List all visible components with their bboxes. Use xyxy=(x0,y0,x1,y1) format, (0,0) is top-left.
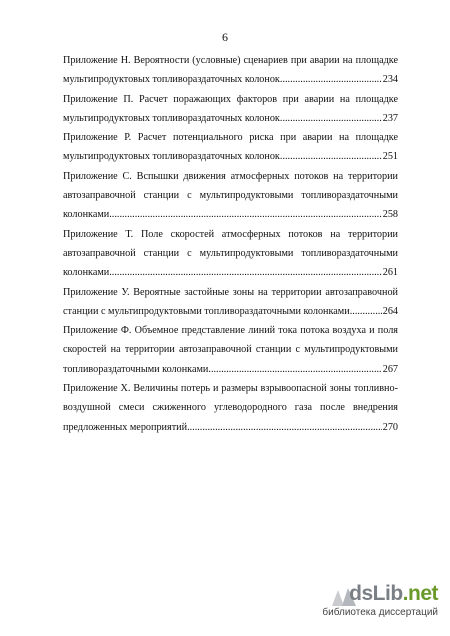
dot-leader xyxy=(280,109,382,128)
toc-entry-line: станции с мультипродуктовыми топливораздаточными колонками xyxy=(63,305,350,317)
toc-entry-line: скоростей на территории автозаправочной станции с мультипродуктовыми xyxy=(63,344,398,356)
toc-entry-line: Приложение У. Вероятные застойные зоны на территории автозаправочной xyxy=(63,286,398,298)
toc-page-number: 261 xyxy=(382,267,398,279)
toc-page-number: 251 xyxy=(382,151,398,163)
toc-entry-line: мультипродуктовых топливораздаточных колонок xyxy=(63,74,280,86)
dot-leader xyxy=(280,147,382,166)
dslib-subtitle: библиотека диссертаций xyxy=(322,607,438,618)
toc-entry-line: топливораздаточными колонками xyxy=(63,363,209,375)
toc-page-number: 234 xyxy=(382,74,398,86)
toc-page-number: 267 xyxy=(382,363,398,375)
toc-page-number: 270 xyxy=(382,421,398,433)
toc-entry-line: колонками xyxy=(63,209,110,221)
logo-tld-text: .net xyxy=(402,582,438,605)
dot-leader xyxy=(350,302,382,321)
toc-entry-line: предложенных мероприятий xyxy=(63,421,188,433)
toc-entry-line: Приложение С. Вспышки движения атмосферных потоков на территории xyxy=(63,170,398,182)
toc-entry xyxy=(63,321,398,379)
logo-main-text: dsLib xyxy=(349,582,403,605)
toc-entry-line: автозаправочной станции с мультипродуктовыми топливораздаточными xyxy=(63,190,398,202)
toc-entry xyxy=(63,90,398,129)
dot-leader xyxy=(280,70,382,89)
toc-entry-line: Приложение П. Расчет поражающих факторов при аварии на площадке xyxy=(63,93,398,105)
toc-entry-line: колонками xyxy=(63,267,110,279)
toc-entry-line: автозаправочной станции с мультипродуктовыми топливораздаточными xyxy=(63,247,398,259)
toc-entry xyxy=(63,283,398,322)
toc-page-number: 258 xyxy=(382,209,398,221)
toc-entry xyxy=(63,51,398,90)
toc-entry-line: мультипродуктовых топливораздаточных колонок xyxy=(63,112,280,124)
toc-entry xyxy=(63,379,398,437)
dslib-watermark xyxy=(322,582,438,622)
toc-entry-line: Приложение Т. Поле скоростей атмосферных потоков на территории xyxy=(63,228,398,240)
dslib-logo-text xyxy=(349,582,438,606)
table-of-contents xyxy=(63,51,398,437)
toc-page-number: 237 xyxy=(382,112,398,124)
dot-leader xyxy=(187,418,382,437)
toc-entry-line: воздушной смеси сжиженного углеводородного газа после внедрения xyxy=(63,402,398,414)
toc-entry-line: Приложение Ф. Объемное представление линий тока потока воздуха и поля xyxy=(63,325,398,337)
toc-entry xyxy=(63,128,398,167)
dot-leader xyxy=(208,360,381,379)
toc-entry-line: Приложение Р. Расчет потенциального риска при аварии на площадке xyxy=(63,132,398,144)
dot-leader xyxy=(109,263,381,282)
toc-entry-line: Приложение Н. Вероятности (условные) сценариев при аварии на площадке xyxy=(63,55,398,66)
toc-entry-line: мультипродуктовых топливораздаточных колонок xyxy=(63,151,280,163)
toc-entry xyxy=(63,167,398,225)
toc-entry xyxy=(63,225,398,283)
dot-leader xyxy=(109,205,381,224)
toc-page-number: 264 xyxy=(382,305,398,317)
toc-entry-line: Приложение Х. Величины потерь и размеры взрывоопасной зоны топливно- xyxy=(63,383,398,395)
page-number: 6 xyxy=(222,30,228,44)
